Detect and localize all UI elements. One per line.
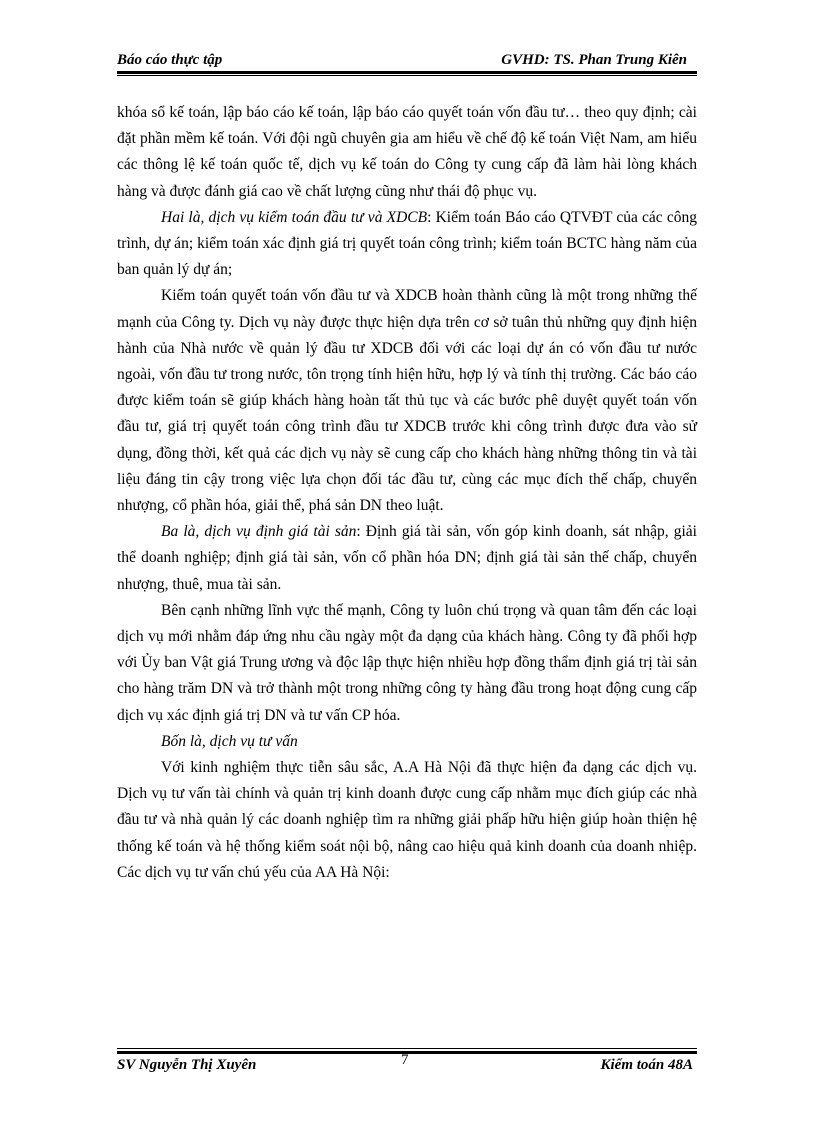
paragraph-accounting-service: khóa sổ kế toán, lập báo cáo kế toán, lập báo cáo quyết toán vốn đầu tư… theo quy định; cài đặt phần mềm kế toán. Với đội ngũ chuyên gia am hiểu về chế độ kế toán Việt Nam, am hiểu các thông lệ kế toán quốc tế, dịch vụ kế toán do Công ty cung cấp đã làm hài lòng khách hàng và được đánh giá cao về chất lượng cũng như thái độ phục vụ. xyxy=(117,104,697,200)
paragraph-investment-audit xyxy=(117,205,697,284)
service-heading-asset-valuation: Ba là, dịch vụ định giá tài sản xyxy=(161,523,357,541)
paragraph-capital-settlement: Kiểm toán quyết toán vốn đầu tư và XDCB hoàn thành cũng là một trong những thế mạnh của Công ty. Dịch vụ này được thực hiện dựa trên cơ sở tuân thủ những quy định hiện hành của Nhà nước về quản lý đầu tư XDCB đối với các loại dự án có vốn đầu tư nước ngoài, vốn đầu tư trong nước, tôn trọng tính hiện hữu, hợp lý và tính thị trường. Các báo cáo được kiểm toán sẽ giúp khách hàng hoàn tất thủ tục và các bước phê duyệt quyết toán vốn đầu tư, giá trị quyết toán công trình đầu tư XDCB trước khi công trình được đưa vào sử dụng, đồng thời, kết quả các dịch vụ này sẽ cung cấp cho khách hàng những thông tin và tài liệu đáng tin cậy trong việc lựa chọn đối tác đầu tư, cùng các mục đích thế chấp, chuyển nhượng, cổ phần hóa, giải thể, phá sản DN theo luật. xyxy=(117,287,697,515)
paragraph-new-services: Bên cạnh những lĩnh vực thế mạnh, Công ty luôn chú trọng và quan tâm đến các loại dịch vụ mới nhằm đáp ứng nhu cầu ngày một đa dạng của khách hàng. Công ty đã phối hợp với Ủy ban Vật giá Trung ương và độc lập thực hiện nhiều hợp đồng thẩm định giá trị tài sản cho hàng trăm DN và trở thành một trong những công ty hàng đầu trong hoạt động cung cấp dịch vụ xác định giá trị DN và tư vấn CP hóa. xyxy=(117,601,697,724)
header-supervisor: GVHD: TS. Phan Trung Kiên xyxy=(501,52,687,68)
page-header xyxy=(117,52,697,72)
service-text-investment-audit: : Kiểm toán Báo cáo QTVĐT của các công trình, dự án; kiểm toán xác định giá trị quyết toán công trình; kiểm toán BCTC hàng năm của ban quản lý dự án; xyxy=(117,208,697,279)
header-rule-thick xyxy=(117,71,697,74)
paragraph-consulting-heading xyxy=(117,729,697,755)
header-rule-thin xyxy=(117,75,697,76)
service-text-asset-valuation: : Định giá tài sản, vốn góp kinh doanh, sát nhập, giải thể doanh nghiệp; định giá tài sản, vốn cổ phần hóa DN; định giá tài sản thế chấp, chuyển nhượng, thuê, mua tài sản. xyxy=(117,523,697,593)
footer-class: Kiểm toán 48A xyxy=(600,1057,693,1073)
footer-rule-thin xyxy=(117,1048,697,1049)
service-heading-investment-audit: Hai là, dịch vụ kiểm toán đầu tư và XDCB xyxy=(161,208,428,226)
paragraph-consulting: Với kinh nghiệm thực tiễn sâu sắc, A.A Hà Nội đã thực hiện đa dạng các dịch vụ. Dịch vụ tư vấn tài chính và quản trị kinh doanh được cung cấp nhằm mục đích giúp các nhà đầu tư và nhà quản lý các doanh nghiệp tìm ra những giải phấp hữu hiện giúp hoàn thiện hệ thống kế toán và hệ thống kiểm soát nội bộ, nâng cao hiệu quả kinh doanh của doanh nhiệp. Các dịch vụ tư vấn chú yếu của AA Hà Nội: xyxy=(117,759,697,881)
header-report-title: Báo cáo thực tập xyxy=(117,52,223,68)
page-number: 7 xyxy=(401,1052,409,1068)
page-footer xyxy=(117,1052,697,1077)
page-body xyxy=(117,100,697,886)
footer-student-name: SV Nguyễn Thị Xuyên xyxy=(117,1057,257,1073)
service-heading-consulting: Bốn là, dịch vụ tư vấn xyxy=(161,732,298,750)
paragraph-asset-valuation xyxy=(117,519,697,598)
